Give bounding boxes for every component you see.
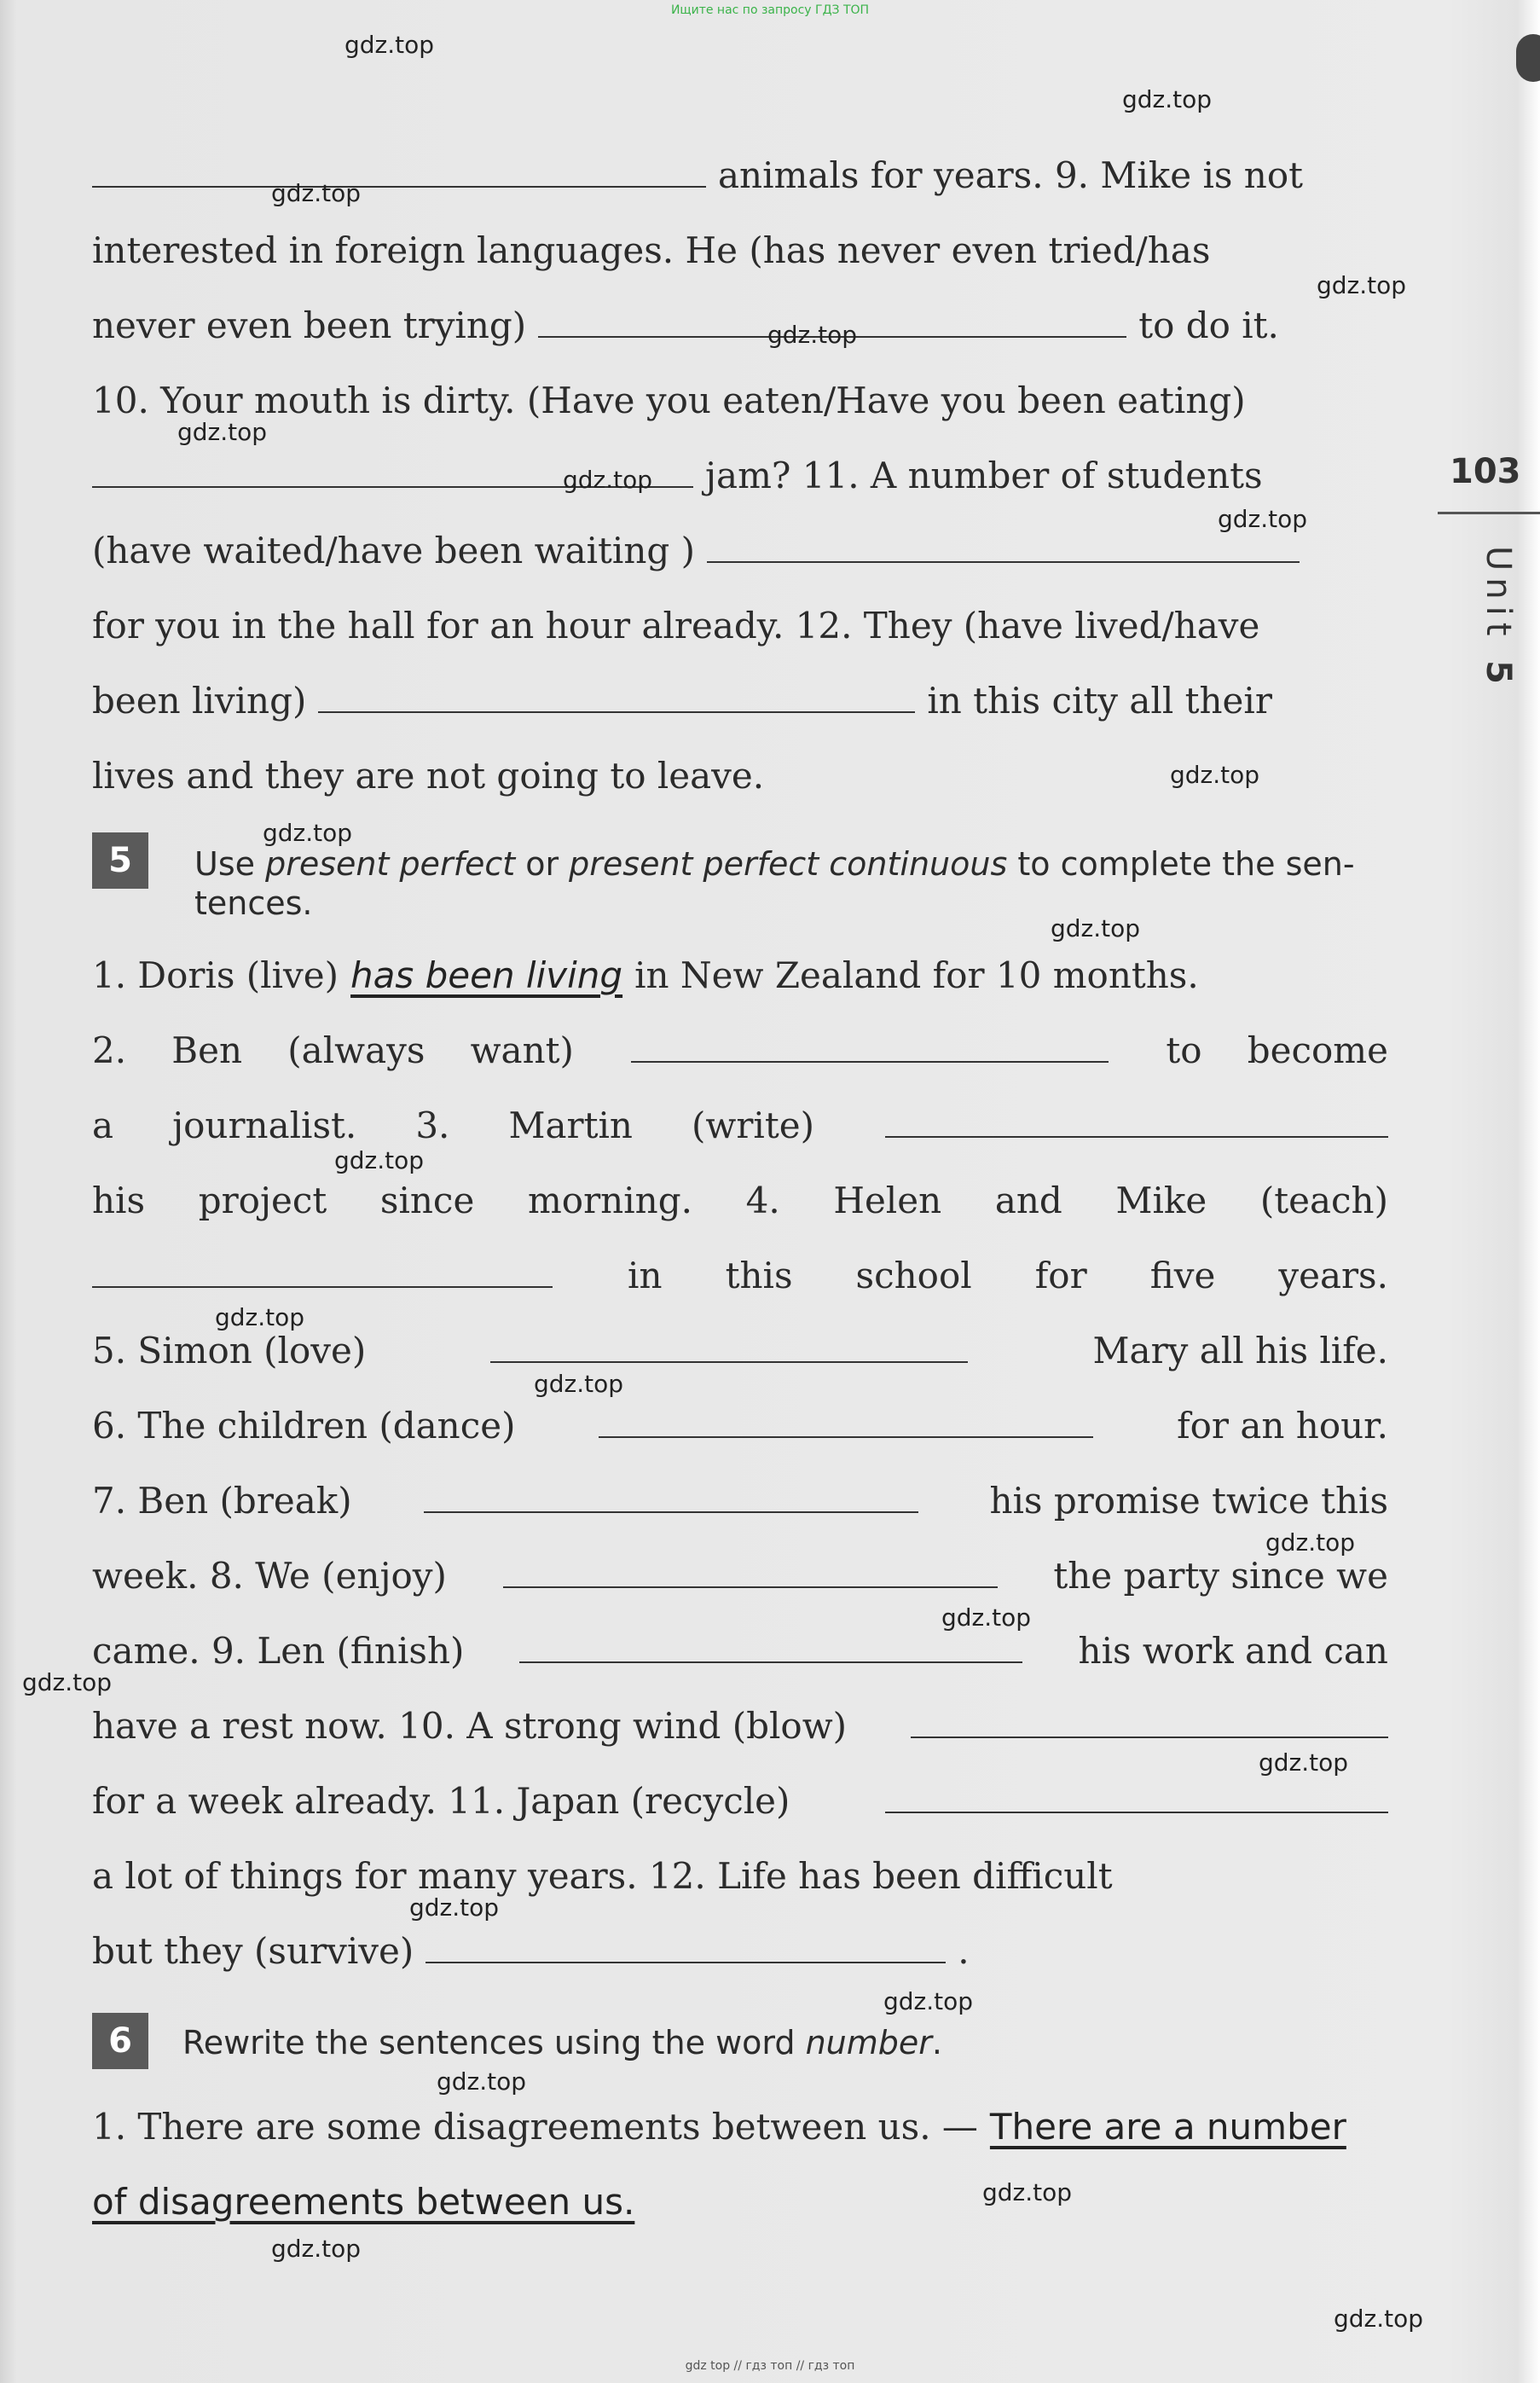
- watermark: gdz.top: [344, 31, 435, 59]
- watermark: gdz.top: [334, 1146, 425, 1174]
- page-number-rule: [1438, 512, 1540, 514]
- text-line-6: (have waited/have been waiting ): [92, 513, 1388, 589]
- text-line-8: been living) in this city all their: [92, 664, 1388, 739]
- unit-label: Unit 5: [1479, 546, 1518, 691]
- answer-blank[interactable]: [92, 152, 706, 188]
- ex6-line-2: [92, 2165, 1388, 2240]
- watermark: gdz.top: [215, 1303, 305, 1331]
- ex5-line-13: a lot of things for many years. 12. Life has been difficult: [92, 1855, 1113, 1897]
- page-number: 103: [1450, 452, 1521, 491]
- watermark: gdz.top: [1259, 1748, 1349, 1777]
- answer-blank[interactable]: [885, 1102, 1388, 1138]
- watermark: gdz.top: [767, 321, 858, 349]
- answer-blank[interactable]: [92, 1252, 553, 1288]
- watermark: gdz.top: [263, 819, 353, 847]
- text-line-2: interested in foreign languages. He (has never even tried/has: [92, 229, 1211, 271]
- watermark: gdz.top: [883, 1987, 974, 2015]
- watermark: gdz.top: [1170, 761, 1260, 789]
- ex5-line-14: but they (survive) .: [92, 1914, 1388, 1989]
- watermark: gdz.top: [1265, 1528, 1356, 1557]
- watermark: gdz.top: [271, 2235, 362, 2263]
- answer-blank[interactable]: [490, 1327, 968, 1363]
- ex5-line-10: came. 9. Len (finish) his work and can: [92, 1614, 1388, 1689]
- ex5-line-5: in this school for five years.: [92, 1238, 1388, 1313]
- watermark: gdz.top: [1317, 271, 1407, 299]
- watermark: gdz.top: [409, 1893, 500, 1922]
- ex5-line-3: a journalist. 3. Martin (write): [92, 1088, 1388, 1163]
- exercise-5-number: 5: [92, 832, 148, 889]
- answer-blank[interactable]: [911, 1702, 1388, 1738]
- bottom-banner: gdz top // гдз топ // гдз топ: [685, 2359, 855, 2373]
- watermark: gdz.top: [563, 466, 653, 494]
- watermark: gdz.top: [982, 2178, 1073, 2206]
- watermark: gdz.top: [177, 418, 268, 446]
- watermark: gdz.top: [437, 2067, 527, 2096]
- watermark: gdz.top: [1051, 914, 1141, 942]
- handwritten-answer: has been living: [350, 954, 623, 996]
- answer-blank[interactable]: [885, 1777, 1388, 1813]
- watermark: gdz.top: [1122, 85, 1213, 113]
- watermark: gdz.top: [1334, 2305, 1424, 2333]
- ex5-line-11: have a rest now. 10. A strong wind (blow): [92, 1689, 1388, 1764]
- watermark: gdz.top: [534, 1370, 624, 1398]
- watermark: gdz.top: [22, 1668, 113, 1696]
- ex6-line-1: 1. There are some disagreements between us. — There are a number: [92, 2090, 1388, 2165]
- text-line-1: animals for years. 9. Mike is not: [92, 138, 1388, 213]
- exercise-6-number: 6: [92, 2013, 148, 2069]
- answer-blank[interactable]: [599, 1402, 1093, 1438]
- answer-blank[interactable]: [631, 1027, 1109, 1063]
- text-line-9: lives and they are not going to leave.: [92, 755, 765, 797]
- ex5-line-12: for a week already. 11. Japan (recycle): [92, 1764, 1388, 1839]
- watermark: gdz.top: [941, 1603, 1032, 1632]
- ex5-line-2: 2. Ben (always want) to become: [92, 1013, 1388, 1088]
- text-line-4: 10. Your mouth is dirty. (Have you eaten/Have you been eating): [92, 380, 1246, 421]
- ex5-line-9: week. 8. We (enjoy) the party since we: [92, 1539, 1388, 1614]
- ex5-line-4: his project since morning. 4. Helen and Mike (teach): [92, 1180, 1388, 1221]
- text-line-5: jam? 11. A number of students: [92, 438, 1388, 513]
- exercise-6-instructions: Rewrite the sentences using the word number.: [182, 2024, 942, 2061]
- watermark: gdz.top: [1218, 505, 1308, 533]
- ex5-line-6: 5. Simon (love) Mary all his life.: [92, 1313, 1388, 1389]
- answer-blank[interactable]: [426, 1928, 946, 1963]
- answer-blank[interactable]: [519, 1627, 1022, 1663]
- ex5-line-7: 6. The children (dance) for an hour.: [92, 1389, 1388, 1464]
- text-line-7: for you in the hall for an hour already. 12. They (have lived/have: [92, 605, 1260, 646]
- ex5-line-1: 1. Doris (live) has been living in New Zealand for 10 months.: [92, 938, 1388, 1013]
- handwritten-answer: of disagreements between us.: [92, 2181, 635, 2223]
- handwritten-answer: There are a number: [989, 2106, 1346, 2148]
- page-corner-mark: [1516, 34, 1540, 82]
- watermark: gdz.top: [271, 179, 362, 207]
- answer-blank[interactable]: [318, 677, 915, 713]
- text-line-3: never even been trying) to do it.: [92, 288, 1388, 363]
- top-banner: Ищите нас по запросу ГДЗ ТОП: [670, 3, 870, 17]
- answer-blank[interactable]: [503, 1552, 998, 1588]
- ex5-line-8: 7. Ben (break) his promise twice this: [92, 1464, 1388, 1539]
- exercise-5-instructions: Use present perfect or present perfect continuous to complete the sen- tences.: [194, 845, 1355, 922]
- answer-blank[interactable]: [707, 527, 1300, 563]
- answer-blank[interactable]: [424, 1477, 918, 1513]
